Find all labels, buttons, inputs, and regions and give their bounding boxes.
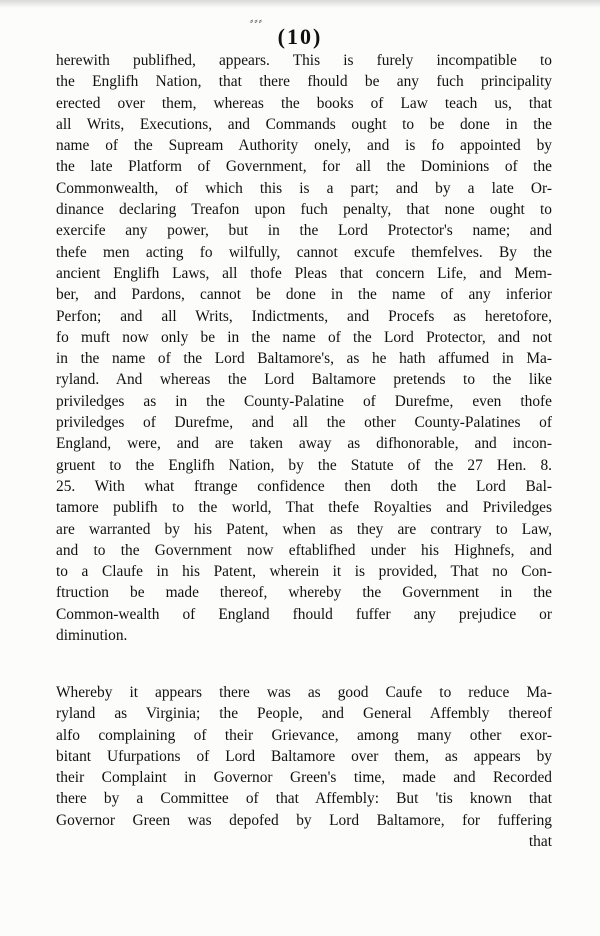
text-line: the Englifh Nation, that there fhould be any fuch principality: [56, 73, 552, 91]
text-line: Commonwealth, of which this is a part; and by a late Or-: [56, 179, 552, 197]
text-line: there by a Committee of that Affembly: But 'tis known that: [56, 790, 552, 808]
text-line: are warranted by his Patent, when as they are contrary to Law,: [56, 520, 552, 538]
text-line: England, were, and are taken away as difhonorable, and incon-: [56, 435, 552, 453]
text-line: bitant Ufurpations of Lord Baltamore over them, as appears by: [56, 747, 552, 765]
paragraph-1: [56, 50, 552, 646]
text-line: diminution.: [56, 627, 128, 645]
text-line: dinance declaring Treafon upon fuch penalty, that none ought to: [56, 201, 552, 219]
text-line: to a Claufe in his Patent, wherein it is provided, That no Con-: [56, 563, 552, 581]
text-line: tamore publifh to the world, That thefe Royalties and Priviledges: [56, 499, 552, 517]
text-line: herewith publifhed, appears. This is furely incompatible to: [56, 52, 552, 69]
text-line: all Writs, Executions, and Commands ought to be done in the: [56, 115, 552, 133]
text-line: fo muft now only be in the name of the Lord Protector, and not: [56, 328, 552, 346]
text-line: priviledges of Durefme, and all the other County-Palatines of: [56, 414, 552, 432]
text-line: in the name of the Lord Baltamore's, as he hath affumed in Ma-: [56, 350, 552, 368]
text-line: Whereby it appears there was as good Caufe to reduce Ma-: [56, 684, 552, 701]
text-line: the late Platform of Government, for all the Dominions of the: [56, 158, 552, 176]
text-line: and to the Government now eftablifhed under his Highnefs, and: [56, 541, 552, 559]
text-line: Governor Green was depofed by Lord Baltamore, for fuffering: [56, 811, 552, 829]
text-line: Perfon; and all Writs, Indictments, and Procefs as heretofore,: [56, 307, 552, 325]
text-line: name of the Supream Authority onely, and is fo appointed by: [56, 137, 552, 155]
text-line: exercife any power, but in the Lord Protector's name; and: [56, 222, 552, 240]
text-line: ber, and Pardons, cannot be done in the name of any inferior: [56, 286, 552, 304]
text-line: gruent to the Englifh Nation, by the Statute of the 27 Hen. 8.: [56, 456, 552, 474]
corner-mark: ⸗⸗⸗: [250, 16, 263, 27]
paragraph-2: [56, 682, 552, 852]
text-line: thefe men acting fo wilfully, cannot excufe themfelves. By the: [56, 243, 552, 261]
text-line: ryland as Virginia; the People, and General Affembly thereof: [56, 705, 552, 723]
page-number: (10): [277, 24, 323, 49]
text-line: ancient Englifh Laws, all thofe Pleas that concern Life, and Mem-: [56, 264, 552, 282]
text-line: alfo complaining of their Grievance, among many other exor-: [56, 726, 552, 744]
catchword: that: [528, 833, 552, 851]
scan-edge: [0, 0, 600, 8]
text-line: Common-wealth of England fhould fuffer any prejudice or: [56, 605, 552, 623]
text-line: erected over them, whereas the books of Law teach us, that: [56, 94, 552, 112]
text-line: 25. With what ftrange confidence then doth the Lord Bal-: [56, 477, 552, 495]
text-line: ryland. And whereas the Lord Baltamore pretends to the like: [56, 371, 552, 389]
text-line: priviledges as in the County-Palatine of Durefme, even thofe: [56, 392, 552, 410]
text-line: their Complaint in Governor Green's time, made and Recorded: [56, 769, 552, 787]
text-line: ftruction be made thereof, whereby the Government in the: [56, 584, 552, 602]
